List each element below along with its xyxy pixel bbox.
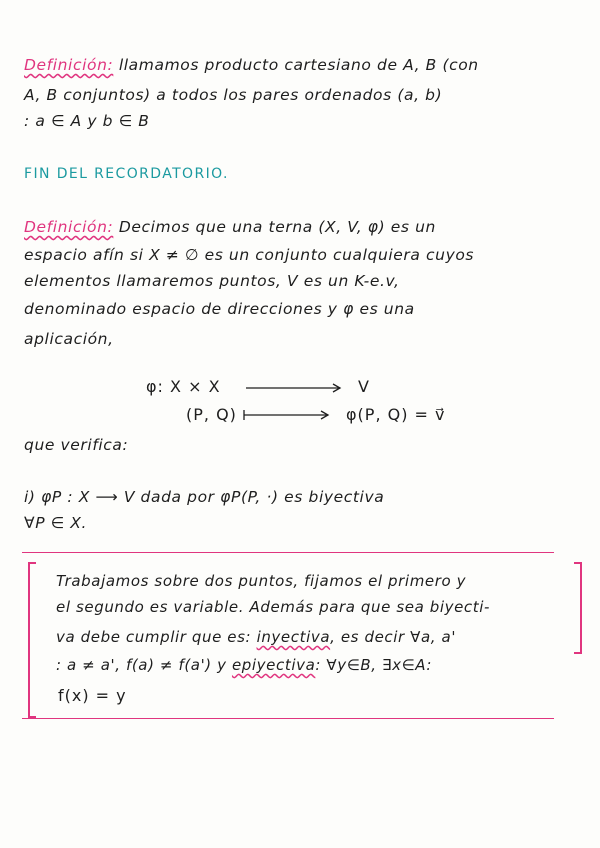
note-line-4 — [56, 656, 432, 674]
injective-term: inyectiva — [256, 628, 331, 646]
definition-1-text-1: llamamos producto cartesiano de A, B (con — [118, 56, 479, 74]
note-line-2: el segundo es variable. Además para que sea biyecti- — [56, 598, 491, 616]
definition-2-line-2: espacio afín si X ≠ ∅ es un conjunto cualquiera cuyos — [24, 246, 475, 264]
map-domain: φ: X × X — [146, 377, 221, 396]
definition-2-line-5: aplicación, — [24, 330, 114, 348]
note-left-bracket — [28, 562, 36, 718]
definition-2-text-1: Decimos que una terna (X, V, φ) es un — [118, 218, 436, 236]
verifies-text: que verifica: — [24, 436, 129, 454]
note-top-rule — [22, 552, 554, 553]
definition-1-label: Definición: — [24, 56, 114, 74]
note-line-3-post: , es decir ∀a, a' — [330, 628, 457, 646]
map-image: φ(P, Q) = v⃗ — [346, 405, 446, 424]
note-line-5: f(x) = y — [58, 686, 127, 705]
condition-1-line-2: ∀P ∈ X. — [24, 514, 88, 532]
definition-1-line-3: : a ∈ A y b ∈ B — [24, 112, 150, 130]
map-pair: (P, Q) — [186, 405, 237, 424]
map-codomain: V — [358, 377, 370, 396]
note-bottom-rule — [22, 718, 554, 719]
note-right-bracket — [574, 562, 582, 654]
note-line-1: Trabajamos sobre dos puntos, fijamos el primero y — [56, 572, 467, 590]
definition-2-label: Definición: — [24, 218, 114, 236]
note-line-3 — [56, 628, 456, 646]
note-line-4-pre: : a ≠ a', f(a) ≠ f(a') y — [56, 656, 232, 674]
end-of-reminder: FIN DEL RECORDATORIO. — [24, 166, 229, 182]
definition-2-line-4: denominado espacio de direcciones y φ es una — [24, 300, 415, 318]
surjective-term: epiyectiva — [231, 656, 316, 674]
definition-2-line-3: elementos llamaremos puntos, V es un K-e.v, — [24, 272, 400, 290]
note-line-3-pre: va debe cumplir que es: — [56, 628, 257, 646]
definition-1-line-2: A, B conjuntos) a todos los pares ordenados (a, b) — [24, 86, 443, 104]
condition-1-line-1: i) φP : X ⟶ V dada por φP(P, ·) es biyectiva — [24, 488, 385, 506]
note-line-4-post: : ∀y∈B, ∃x∈A: — [315, 656, 433, 674]
